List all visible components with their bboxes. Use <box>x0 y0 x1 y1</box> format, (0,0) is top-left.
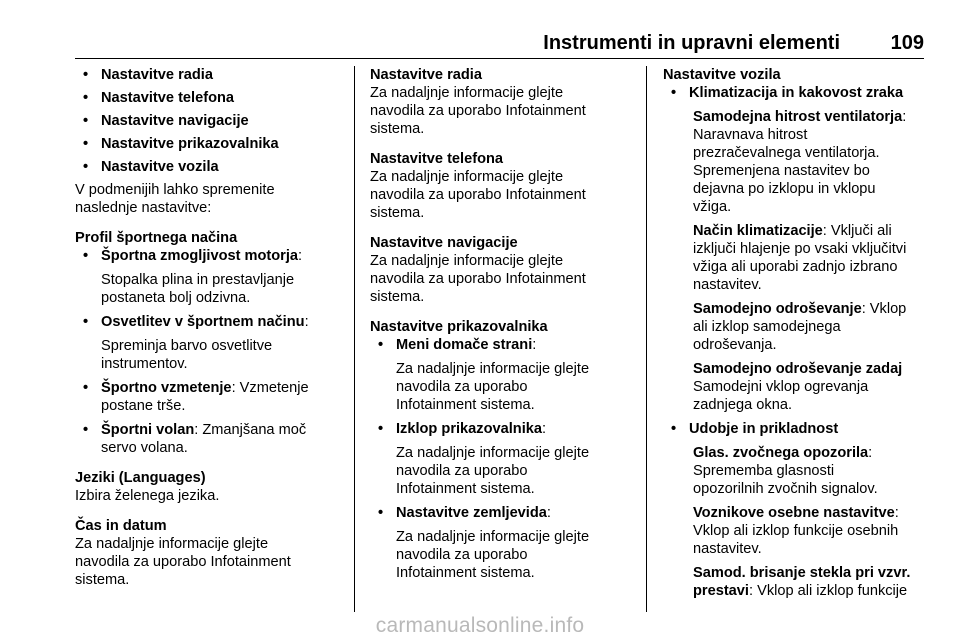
text-line: Sprememba glasnosti <box>693 463 835 479</box>
watermark: carmanualsonline.info <box>375 614 585 637</box>
header-rule <box>75 58 924 59</box>
text-line: sistema. <box>75 572 130 588</box>
list-item <box>75 421 341 439</box>
text-line: izključi hlajenje po vsaki vključitvi <box>693 241 907 257</box>
item-inline-text: : Vzmetenje <box>231 380 309 396</box>
text-line: vžiga ali uporabi zadnjo izbrano <box>693 259 898 275</box>
text-line: Za nadaljnje informacije glejte <box>370 85 564 101</box>
page-header-title: Instrumenti in upravni elementi <box>543 32 840 54</box>
text-line: Stopalka plina in prestavljanje <box>101 272 295 288</box>
settings-menu-list <box>75 66 341 176</box>
text-line: sistema. <box>370 121 425 137</box>
text-line: zadnjega okna. <box>693 397 792 413</box>
item-label: Izklop prikazovalnika <box>396 421 542 437</box>
text-line: instrumentov. <box>101 356 188 372</box>
section-heading: Profil športnega načina <box>75 230 238 246</box>
item-label: Športna zmogljivost motorja <box>101 248 299 264</box>
text-line: sistema. <box>370 205 425 221</box>
section-heading: Nastavitve navigacije <box>370 235 518 251</box>
text-line: navodila za uporabo <box>396 379 528 395</box>
item-label: Osvetlitev v športnem načinu <box>101 314 305 330</box>
item-description <box>370 528 620 582</box>
list-item: • Meni domače strani: <box>370 336 620 354</box>
text-line: Spremenjena nastavitev bo <box>693 163 870 179</box>
column-1 <box>75 66 341 589</box>
column-divider <box>354 66 355 612</box>
text-line: navodila za uporabo Infotainment <box>370 271 586 287</box>
item-label: Meni domače strani <box>396 337 533 353</box>
list-item: • Nastavitve radia <box>75 66 341 84</box>
text-line: navodila za uporabo Infotainment <box>370 187 586 203</box>
item-inline-text: : Zmanjšana moč <box>194 422 307 438</box>
text-line: dejavna po izklopu in vklopu <box>693 181 876 197</box>
section-heading: Čas in datum <box>75 518 167 534</box>
text-line: nastavitev. <box>693 541 762 557</box>
text-line: prezračevalnega ventilatorja. <box>693 145 880 161</box>
list-item: • Nastavitve telefona <box>75 89 341 107</box>
text-line: Za nadaljnje informacije glejte <box>396 445 590 461</box>
sub-item-label: Voznikove osebne nastavitve <box>693 505 895 521</box>
text-line: Samodejni vklop ogrevanja <box>693 379 869 395</box>
text-line: vžiga. <box>693 199 732 215</box>
text-line: V podmenijih lahko spremenite <box>75 182 275 198</box>
text-line: Spreminja barvo osvetlitve <box>101 338 273 354</box>
text-line: Infotainment sistema. <box>396 397 535 413</box>
item-label: Nastavitve zemljevida <box>396 505 547 521</box>
item-description <box>75 271 341 307</box>
text-line: naslednje nastavitve: <box>75 200 212 216</box>
text-line: Vklop ali izklop funkcije osebnih <box>693 523 899 539</box>
sub-item-label: Samodejna hitrost ventilatorja <box>693 109 903 125</box>
text-line: Infotainment sistema. <box>396 481 535 497</box>
list-item: • Nastavitve navigacije <box>75 112 341 130</box>
list-item: • Nastavitve prikazovalnika <box>75 135 341 153</box>
column-divider <box>646 66 647 612</box>
sub-item-label: Način klimatizacije <box>693 223 823 239</box>
column-2 <box>370 66 620 582</box>
text-line: odroševanja. <box>693 337 777 353</box>
sub-item-inline-text: : Vklop ali izklop funkcije <box>748 583 908 599</box>
text-line: Za nadaljnje informacije glejte <box>370 253 564 269</box>
list-item: • Izklop prikazovalnika: <box>370 420 620 438</box>
text-line: nastavitev. <box>693 277 762 293</box>
sub-item-label: Samodejno odroševanje <box>693 301 862 317</box>
list-item <box>75 247 341 265</box>
list-item <box>75 313 341 331</box>
sub-item-inline-text: : Vključi ali <box>822 223 892 239</box>
item-suffix: : <box>304 314 309 330</box>
text-line: Za nadaljnje informacije glejte <box>396 361 590 377</box>
sub-item: Glas. zvočnega opozorila: Sprememba glasnosti opozorilnih zvočnih signalov. Voznikove osebne nastavitve: Vklop ali izklop funkcije osebnih nastavitev. Samod. brisanje stekla pri vzvr. prestavi: Vklop ali izklop funkcije <box>663 444 933 600</box>
section-heading: Nastavitve prikazovalnika <box>370 319 548 335</box>
text-line: navodila za uporabo <box>396 547 528 563</box>
text-line: ali izklop samodejnega <box>693 319 841 335</box>
list-item: • Nastavitve vozila <box>75 158 341 176</box>
list-item <box>75 379 341 397</box>
section-heading: Nastavitve vozila <box>663 67 781 83</box>
section-heading: Nastavitve radia <box>370 67 482 83</box>
item-description <box>75 337 341 373</box>
list-item: • Udobje in prikladnost <box>663 420 933 438</box>
intro-text <box>75 181 341 217</box>
text-line: Infotainment sistema. <box>396 565 535 581</box>
text-line: navodila za uporabo Infotainment <box>370 103 586 119</box>
text-line: Za nadaljnje informacije glejte <box>396 529 590 545</box>
item-label: Športni volan <box>101 422 195 438</box>
section-heading: Nastavitve telefona <box>370 151 504 167</box>
text-line: servo volana. <box>101 440 188 456</box>
text-line: Za nadaljnje informacije glejte <box>370 169 564 185</box>
text-line: Naravnava hitrost <box>693 127 808 143</box>
item-description <box>370 444 620 498</box>
sub-item-label: prestavi <box>693 583 749 599</box>
text-line: sistema. <box>370 289 425 305</box>
column-3 <box>663 66 933 600</box>
sub-item-label: Samod. brisanje stekla pri vzvr. <box>693 565 911 581</box>
text-line: postane trše. <box>101 398 186 414</box>
text-line: postaneta bolj odzivna. <box>101 290 251 306</box>
text-line: opozorilnih zvočnih signalov. <box>693 481 878 497</box>
page-number: 109 <box>890 32 924 54</box>
sub-item-label: Samodejno odroševanje zadaj <box>693 361 903 377</box>
item-suffix: : <box>298 248 303 264</box>
item-label: Športno vzmetenje <box>101 380 232 396</box>
sub-item-inline-text: : Vklop <box>861 301 907 317</box>
sub-item-label: Glas. zvočnega opozorila <box>693 445 869 461</box>
text-line: Za nadaljnje informacije glejte <box>75 536 269 552</box>
sub-item: Samodejna hitrost ventilatorja: Naravnava hitrost prezračevalnega ventilatorja. Spremenjena nastavitev bo dejavna po izklopu in vklopu vžiga. Način klimatizacije: Vključi ali izključi hlajenje po vsaki vključitvi vžiga ali uporabi zadnjo izbrano nastavitev. Samodejno odroševanje: Vklop ali izklop samodejnega odroševanja. Samodejno odroševanje zadaj Samodejni vklop ogrevanja zadnjega okna. <box>663 108 933 414</box>
text-line: navodila za uporabo Infotainment <box>75 554 291 570</box>
text-line: navodila za uporabo <box>396 463 528 479</box>
text-line: Izbira želenega jezika. <box>75 488 220 504</box>
list-item: • Klimatizacija in kakovost zraka <box>663 84 933 102</box>
item-description <box>370 360 620 414</box>
list-item: • Nastavitve zemljevida: <box>370 504 620 522</box>
section-heading: Jeziki (Languages) <box>75 470 206 486</box>
